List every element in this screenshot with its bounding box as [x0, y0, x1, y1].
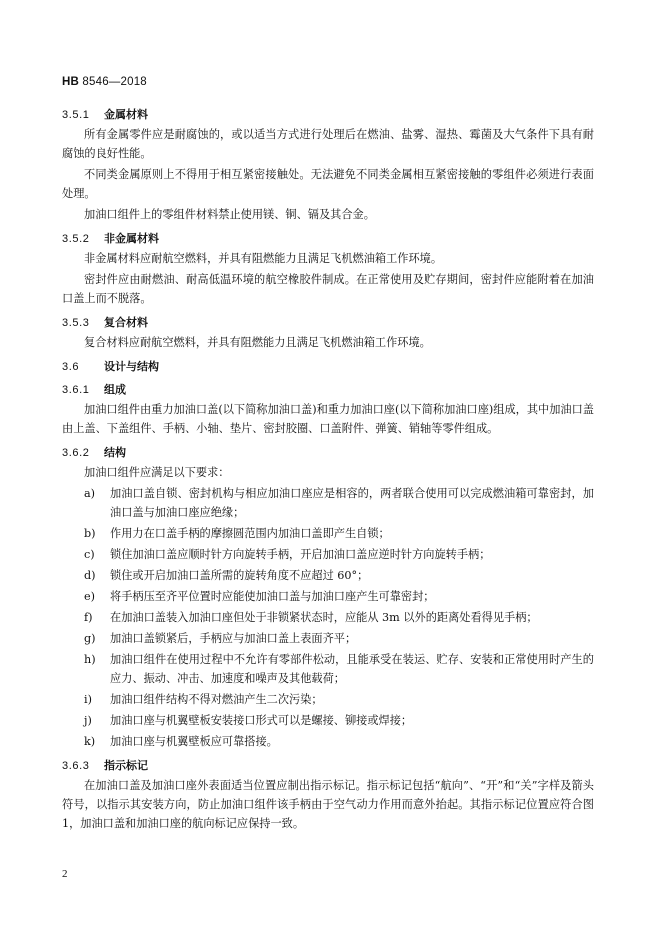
section-number: 3.6.1 [62, 384, 90, 396]
section-title: 组成 [104, 383, 126, 396]
document-body [62, 104, 594, 835]
section-title: 指示标记 [104, 759, 148, 772]
section-heading-3-6-1 [62, 379, 594, 400]
list-item [62, 732, 594, 751]
list-item-marker: g) [84, 632, 96, 645]
section-title: 金属材料 [104, 108, 148, 121]
list-item [62, 629, 594, 648]
list-item-text: 加油口盖自锁、密封机构与相应加油口座应是相容的，两者联合使用可以完成燃油箱可靠密封，加油口盖与加油口座应绝缘； [110, 487, 594, 519]
section-number: 3.5.1 [62, 109, 90, 121]
standard-prefix: HB [62, 76, 80, 88]
list-item-text: 锁住加油口盖应顺时针方向旋转手柄，开启加油口盖应逆时针方向旋转手柄； [110, 548, 491, 561]
requirements-list [62, 484, 594, 751]
list-item [62, 608, 594, 627]
list-item-marker: f) [84, 611, 93, 624]
list-item [62, 587, 594, 606]
section-title: 非金属材料 [104, 232, 159, 245]
list-item-marker: h) [84, 653, 96, 666]
section-number: 3.6 [62, 361, 80, 373]
page-number: 2 [62, 868, 68, 880]
list-item-text: 锁住或开启加油口盖所需的旋转角度不应超过 60°； [110, 569, 369, 582]
paragraph: 不同类金属原则上不得用于相互紧密接触处。无法避免不同类金属相互紧密接触的零组件必须进行表面处理。 [62, 168, 594, 200]
list-item-text: 加油口组件在使用过程中不允许有零部件松动，且能承受在装运、贮存、安装和正常使用时产生的应力、振动、冲击、加速度和噪声及其他载荷； [110, 653, 594, 685]
list-item-text: 加油口盖锁紧后，手柄应与加油口盖上表面齐平； [110, 632, 357, 645]
section-heading-3-6 [62, 356, 594, 377]
list-item-text: 在加油口盖装入加油口座但处于非锁紧状态时，应能从 3m 以外的距离处看得见手柄； [110, 611, 538, 624]
paragraph: 加油口组件应满足以下要求： [84, 466, 230, 479]
section-title: 结构 [104, 446, 126, 459]
paragraph: 加油口组件上的零组件材料禁止使用镁、铜、镉及其合金。 [84, 208, 375, 221]
paragraph: 所有金属零件应是耐腐蚀的，或以适当方式进行处理后在燃油、盐雾、湿热、霉菌及大气条件下具有耐腐蚀的良好性能。 [62, 128, 594, 160]
section-number: 3.6.2 [62, 447, 90, 459]
list-item-marker: k) [84, 735, 96, 748]
list-item-marker: b) [84, 527, 96, 540]
standard-code: 8546—2018 [82, 76, 147, 88]
list-item-marker: i) [84, 693, 92, 706]
section-number: 3.6.3 [62, 760, 90, 772]
section-heading-3-6-3 [62, 755, 594, 776]
list-item-marker: d) [84, 569, 96, 582]
list-item-marker: e) [84, 590, 95, 603]
section-heading-3-5-1 [62, 104, 594, 125]
list-item [62, 524, 594, 543]
section-heading-3-5-3 [62, 312, 594, 333]
list-item [62, 650, 594, 688]
list-item [62, 566, 594, 585]
list-item [62, 711, 594, 730]
paragraph: 复合材料应耐航空燃料，并具有阻燃能力且满足飞机燃油箱工作环境。 [84, 336, 431, 349]
paragraph: 加油口组件由重力加油口盖(以下简称加油口盖)和重力加油口座(以下简称加油口座)组成，其中加油口盖由上盖、下盖组件、手柄、小轴、垫片、密封胶圈、口盖附件、弹簧、销轴等零件组成。 [62, 403, 594, 435]
list-item-marker: a) [84, 487, 96, 500]
list-item [62, 484, 594, 522]
paragraph: 密封件应由耐燃油、耐高低温环境的航空橡胶件制成。在正常使用及贮存期间，密封件应能附着在加油口盖上而不脱落。 [62, 273, 594, 305]
list-item-text: 加油口座与机翼壁板应可靠搭接。 [110, 735, 278, 748]
section-title: 设计与结构 [104, 360, 159, 373]
list-item-text: 将手柄压至齐平位置时应能使加油口盖与加油口座产生可靠密封； [110, 590, 435, 603]
list-item-marker: j) [84, 714, 92, 727]
list-item [62, 545, 594, 564]
section-heading-3-5-2 [62, 228, 594, 249]
list-item [62, 690, 594, 709]
paragraph: 非金属材料应耐航空燃料，并具有阻燃能力且满足飞机燃油箱工作环境。 [84, 252, 443, 265]
standard-header [62, 76, 147, 88]
section-heading-3-6-2 [62, 442, 594, 463]
list-item-marker: c) [84, 548, 95, 561]
list-item-text: 加油口组件结构不得对燃油产生二次污染； [110, 693, 323, 706]
section-number: 3.5.3 [62, 317, 90, 329]
list-item-text: 加油口座与机翼壁板安装接口形式可以是螺接、铆接或焊接； [110, 714, 413, 727]
paragraph: 在加油口盖及加油口座外表面适当位置应制出指示标记。指示标记包括“航向”、“开”和“关”字样及箭头符号，以指示其安装方向，防止加油口组件该手柄由于空气动力作用而意外抬起。其指示标记位置应符合图 1，加油口盖和加油口座的航向标记应保持一致。 [62, 779, 594, 830]
section-number: 3.5.2 [62, 233, 90, 245]
list-item-text: 作用力在口盖手柄的摩擦圆范围内加油口盖即产生自锁； [110, 527, 390, 540]
section-title: 复合材料 [104, 316, 148, 329]
